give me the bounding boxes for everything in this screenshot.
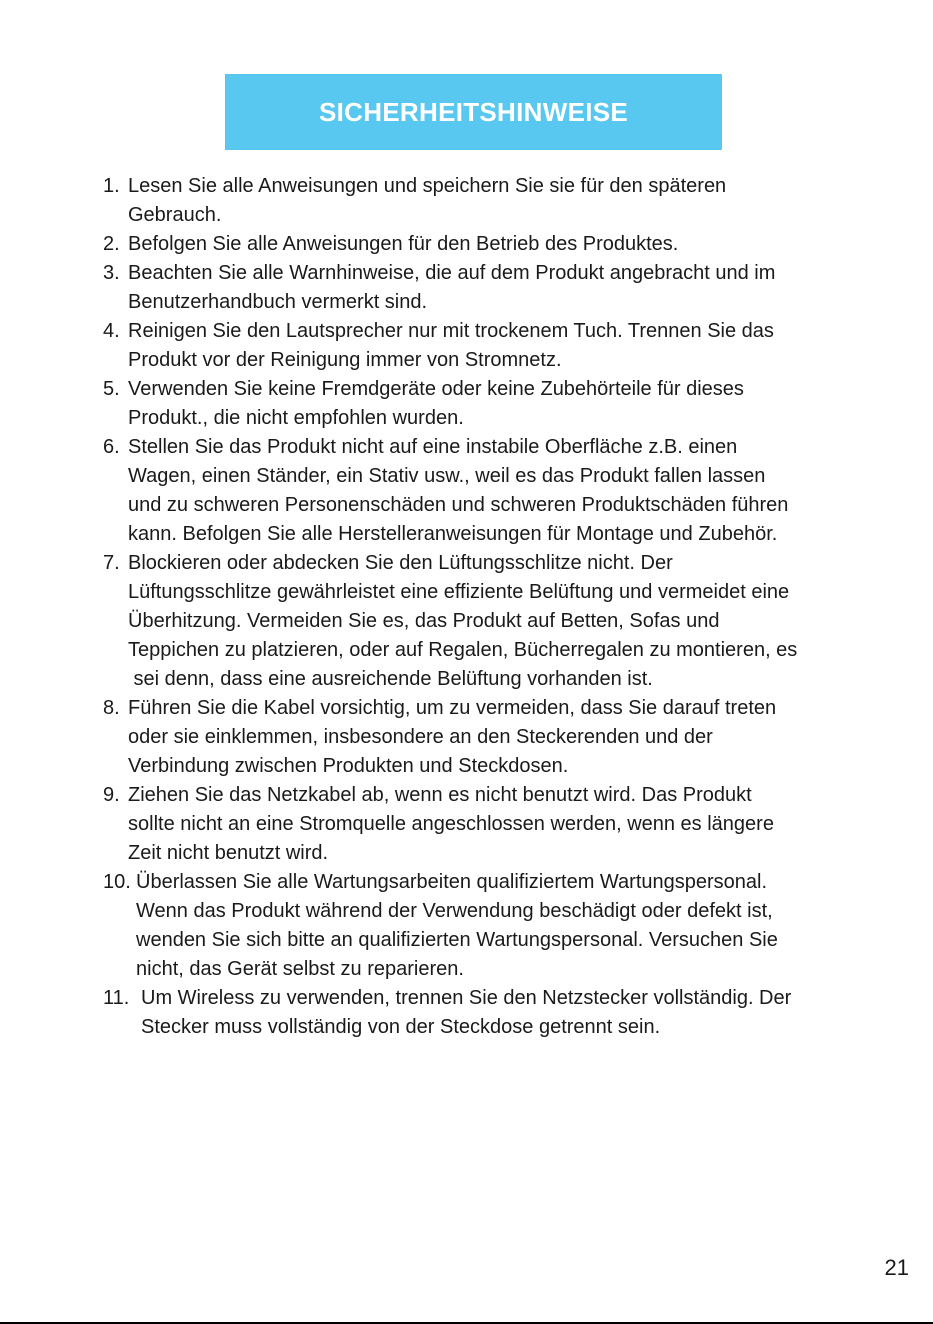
list-item bbox=[103, 259, 893, 317]
list-item bbox=[103, 984, 893, 1042]
item-number: 4. bbox=[103, 320, 120, 342]
item-text-line: Produkt vor der Reinigung immer von Stromnetz. bbox=[128, 349, 562, 371]
item-text-line: Verbindung zwischen Produkten und Steckdosen. bbox=[128, 755, 569, 777]
item-text-line: Lüftungsschlitze gewährleistet eine effiziente Belüftung und vermeidet eine bbox=[128, 581, 790, 603]
item-text-line: Wagen, einen Ständer, ein Stativ usw., weil es das Produkt fallen lassen bbox=[128, 465, 766, 487]
item-text-line: Befolgen Sie alle Anweisungen für den Betrieb des Produktes. bbox=[128, 233, 679, 255]
item-number: 3. bbox=[103, 262, 120, 284]
item-number: 8. bbox=[103, 697, 120, 719]
list-item bbox=[103, 781, 893, 868]
item-number: 5. bbox=[103, 378, 120, 400]
item-number: 11. bbox=[103, 987, 130, 1009]
item-text-line: Stecker muss vollständig von der Steckdose getrennt sein. bbox=[141, 1016, 661, 1038]
item-text-line: Um Wireless zu verwenden, trennen Sie den Netzstecker vollständig. Der bbox=[141, 987, 792, 1009]
item-text-line: Überhitzung. Vermeiden Sie es, das Produkt auf Betten, Sofas und bbox=[128, 610, 720, 632]
item-text-line: Zeit nicht benutzt wird. bbox=[128, 842, 329, 864]
list-item bbox=[103, 694, 893, 781]
item-text-line: Wenn das Produkt während der Verwendung beschädigt oder defekt ist, bbox=[136, 900, 773, 922]
item-text-line: Reinigen Sie den Lautsprecher nur mit trockenem Tuch. Trennen Sie das bbox=[128, 320, 774, 342]
list-item bbox=[103, 317, 893, 375]
item-number: 1. bbox=[103, 175, 120, 197]
item-text-line: Überlassen Sie alle Wartungsarbeiten qualifiziertem Wartungspersonal. bbox=[136, 871, 768, 893]
item-text-line: Ziehen Sie das Netzkabel ab, wenn es nicht benutzt wird. Das Produkt bbox=[128, 784, 752, 806]
item-text-line: Beachten Sie alle Warnhinweise, die auf dem Produkt angebracht und im bbox=[128, 262, 776, 284]
item-number: 10. bbox=[103, 871, 131, 893]
safety-instructions-list bbox=[103, 172, 893, 1042]
page-title: SICHERHEITSHINWEISE bbox=[318, 96, 629, 127]
item-text-line: nicht, das Gerät selbst zu reparieren. bbox=[136, 958, 464, 980]
item-text-line: Produkt., die nicht empfohlen wurden. bbox=[128, 407, 464, 429]
item-text-line: Teppichen zu platzieren, oder auf Regalen, Bücherregalen zu montieren, es bbox=[128, 639, 798, 661]
item-text-line: oder sie einklemmen, insbesondere an den Steckerenden und der bbox=[128, 726, 713, 748]
item-text-line: Blockieren oder abdecken Sie den Lüftungsschlitze nicht. Der bbox=[128, 552, 673, 574]
item-text-line: kann. Befolgen Sie alle Herstelleranweisungen für Montage und Zubehör. bbox=[128, 523, 778, 545]
item-text-line: Lesen Sie alle Anweisungen und speichern Sie sie für den späteren bbox=[128, 175, 727, 197]
item-number: 2. bbox=[103, 233, 120, 255]
list-item bbox=[103, 868, 893, 984]
item-text-line: Verwenden Sie keine Fremdgeräte oder keine Zubehörteile für dieses bbox=[128, 378, 744, 400]
title-banner bbox=[225, 74, 722, 150]
list-item bbox=[103, 433, 893, 549]
item-number: 6. bbox=[103, 436, 120, 458]
list-item bbox=[103, 172, 893, 230]
item-text-line: Führen Sie die Kabel vorsichtig, um zu vermeiden, dass Sie darauf treten bbox=[128, 697, 777, 719]
item-text-line: sollte nicht an eine Stromquelle angeschlossen werden, wenn es längere bbox=[128, 813, 774, 835]
item-text-line: wenden Sie sich bitte an qualifizierten Wartungspersonal. Versuchen Sie bbox=[136, 929, 778, 951]
list-item bbox=[103, 549, 893, 694]
list-item bbox=[103, 375, 893, 433]
item-number: 7. bbox=[103, 552, 120, 574]
item-text-line: Gebrauch. bbox=[128, 204, 222, 226]
list-item bbox=[103, 230, 893, 259]
item-text-line: Stellen Sie das Produkt nicht auf eine instabile Oberfläche z.B. einen bbox=[128, 436, 738, 458]
item-text-line: und zu schweren Personenschäden und schweren Produktschäden führen bbox=[128, 494, 789, 516]
item-text-line: Benutzerhandbuch vermerkt sind. bbox=[128, 291, 428, 313]
item-text-line: sei denn, dass eine ausreichende Belüftung vorhanden ist. bbox=[128, 668, 653, 690]
item-number: 9. bbox=[103, 784, 120, 806]
page-number: 21 bbox=[884, 1255, 909, 1280]
